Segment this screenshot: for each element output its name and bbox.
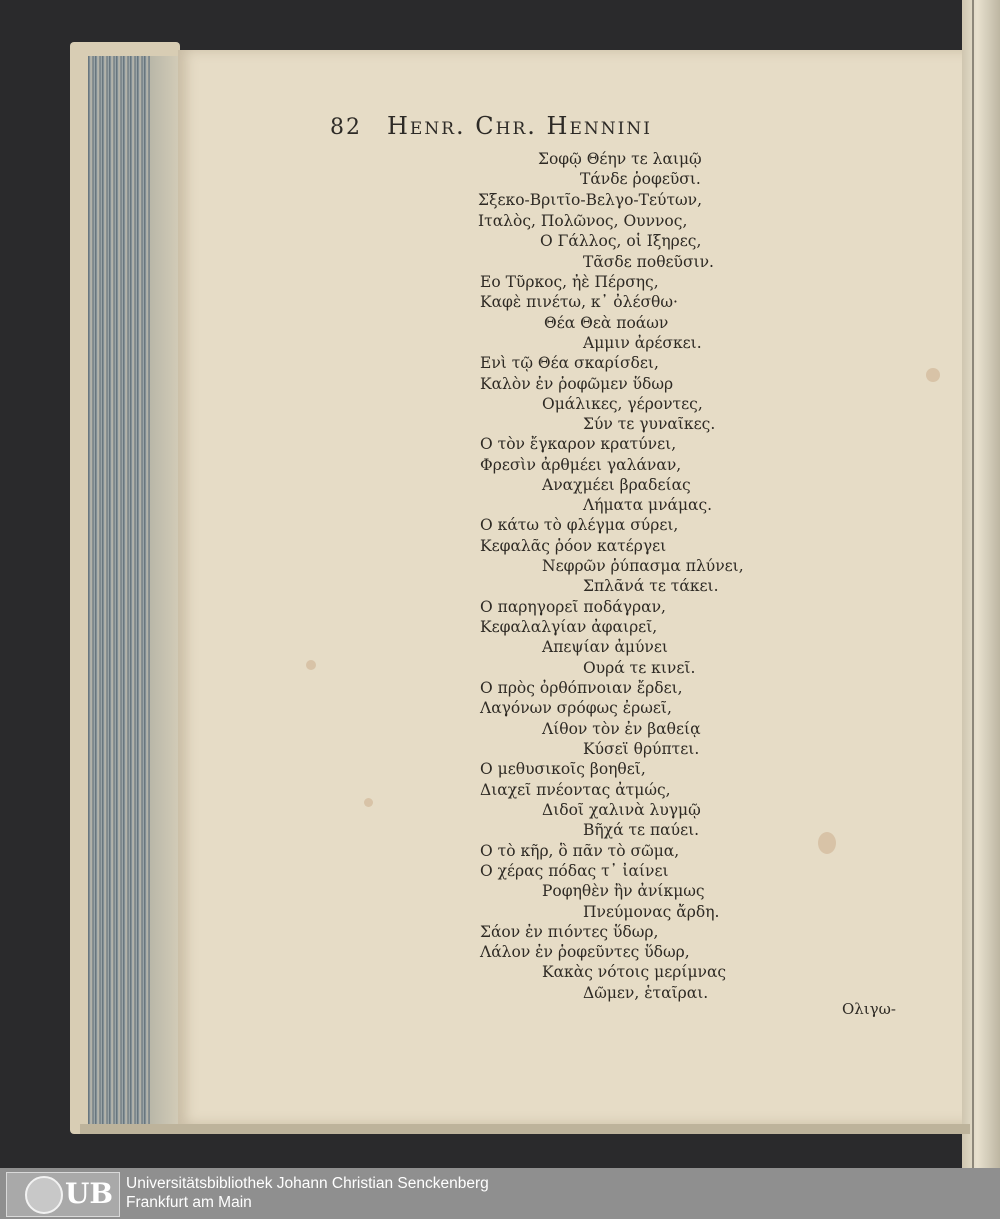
poem-line: Λάλον ἐν ῥοφεῦντες ὕδωρ, <box>480 943 690 961</box>
foxing-spot <box>818 832 836 854</box>
poem-line: Κεφαλαλγίαν ἀφαιρεῖ, <box>480 618 658 636</box>
next-page-edge <box>962 0 1000 1168</box>
poem-line: Ιταλὸς, Πολῶνος, Ουννος, <box>478 212 688 230</box>
poem-line: Σξεκο-Βριτῖο-Βελγο-Τεύτων, <box>478 191 703 209</box>
catchword: Ολιγω- <box>842 1000 896 1018</box>
institution-line-2: Frankfurt am Main <box>126 1194 252 1211</box>
foxing-spot <box>306 660 316 670</box>
poem-line: Καφὲ πινέτω, κ᾽ ὀλέσθω· <box>480 293 678 311</box>
library-footer-bar <box>0 1168 1000 1219</box>
poem-line: Κεφαλᾶς ῥόον κατέργει <box>480 537 667 555</box>
poem-line: Εο Τῦρκος, ἠὲ Πέρσης, <box>480 273 659 291</box>
poem-line: Ο παρηγορεῖ ποδάγραν, <box>480 598 666 616</box>
poem-line: Πνεύμονας ἄρδη. <box>583 903 720 921</box>
poem-line: Αμμιν ἀρέσκει. <box>583 334 702 352</box>
poem-line: Τάνδε ῥοφεῦσι. <box>580 170 701 188</box>
poem-line: Διαχεῖ πνέοντας ἀτμώς, <box>480 781 671 799</box>
poem-line: Ο κάτω τὸ φλέγμα σύρει, <box>480 516 679 534</box>
portrait-icon <box>25 1176 63 1214</box>
poem-line: Λαγόνων σρόφως ἐρωεῖ, <box>480 699 672 717</box>
poem-line: Ροφηθὲν ἢν ἀνίκμως <box>542 882 705 900</box>
poem-line: Αναχμέει βραδείας <box>542 476 691 494</box>
running-title: Henr. Chr. Hennini <box>387 112 652 140</box>
poem-line: Ενὶ τῷ Θέα σκαρίσδει, <box>480 354 659 372</box>
poem-line: Ο μεθυσικοῖς βοηθεῖ, <box>480 760 646 778</box>
foxing-spot <box>926 368 940 382</box>
institution-name <box>126 1174 489 1212</box>
poem-line: Διδοῖ χαλινὰ λυγμῷ <box>542 801 701 819</box>
page-bottom-edge <box>80 1124 970 1134</box>
poem-line: Θέα Θεὰ ποάων <box>544 314 669 332</box>
poem-line: Σοφῷ Θέην τε λαιμῷ <box>538 150 702 168</box>
poem-line: Λίθον τὸν ἐν βαθείᾳ <box>542 720 701 738</box>
library-logo[interactable] <box>6 1172 120 1217</box>
running-header <box>330 112 652 140</box>
poem-line: Κακὰς νότοις μερίμνας <box>542 963 727 981</box>
logo-text: UB <box>65 1177 114 1210</box>
poem-line: Σάον ἐν πιόντες ὕδωρ, <box>480 923 659 941</box>
poem-line: Κύσεϊ θρύπτει. <box>583 740 700 758</box>
poem-line: Ο χέρας πόδας τ᾽ ἰαίνει <box>480 862 669 880</box>
poem-line: Ο πρὸς ὀρθόπνοιαν ἔρδει, <box>480 679 683 697</box>
institution-line-1: Universitätsbibliothek Johann Christian Senckenberg <box>126 1175 489 1192</box>
poem-line: Λήματα μνάμας. <box>583 496 713 514</box>
poem-line: Ουρά τε κινεῖ. <box>583 659 696 677</box>
poem-line: Ο τὸ κῆρ, ὃ πᾶν τὸ σῶμα, <box>480 842 680 860</box>
poem-line: Ομάλικες, γέροντες, <box>542 395 703 413</box>
page-number: 82 <box>330 115 362 140</box>
poem-line: Καλὸν ἐν ῥοφῶμεν ὕδωρ <box>480 375 674 393</box>
poem-line: Νεφρῶν ῥύπασμα πλύνει, <box>542 557 744 575</box>
poem-line: Ο Γάλλος, οἱ Ιξηρες, <box>540 232 702 250</box>
foxing-spot <box>364 798 373 807</box>
poem-line: Ο τὸν ἔγκαρον κρατύνει, <box>480 435 677 453</box>
poem-line: Βῆχά τε παύει. <box>583 821 700 839</box>
poem-line: Απεψίαν ἀμύνει <box>542 638 668 656</box>
poem-line: Τᾶσδε ποθεῦσιν. <box>583 253 714 271</box>
poem-line: Σπλᾶνά τε τάκει. <box>583 577 719 595</box>
poem-line: Δῶμεν, ἑταῖραι. <box>583 984 709 1002</box>
poem-line: Σύν τε γυναῖκες. <box>583 415 716 433</box>
poem-line: Φρεσὶν ἀρθμέει γαλάναν, <box>480 456 682 474</box>
